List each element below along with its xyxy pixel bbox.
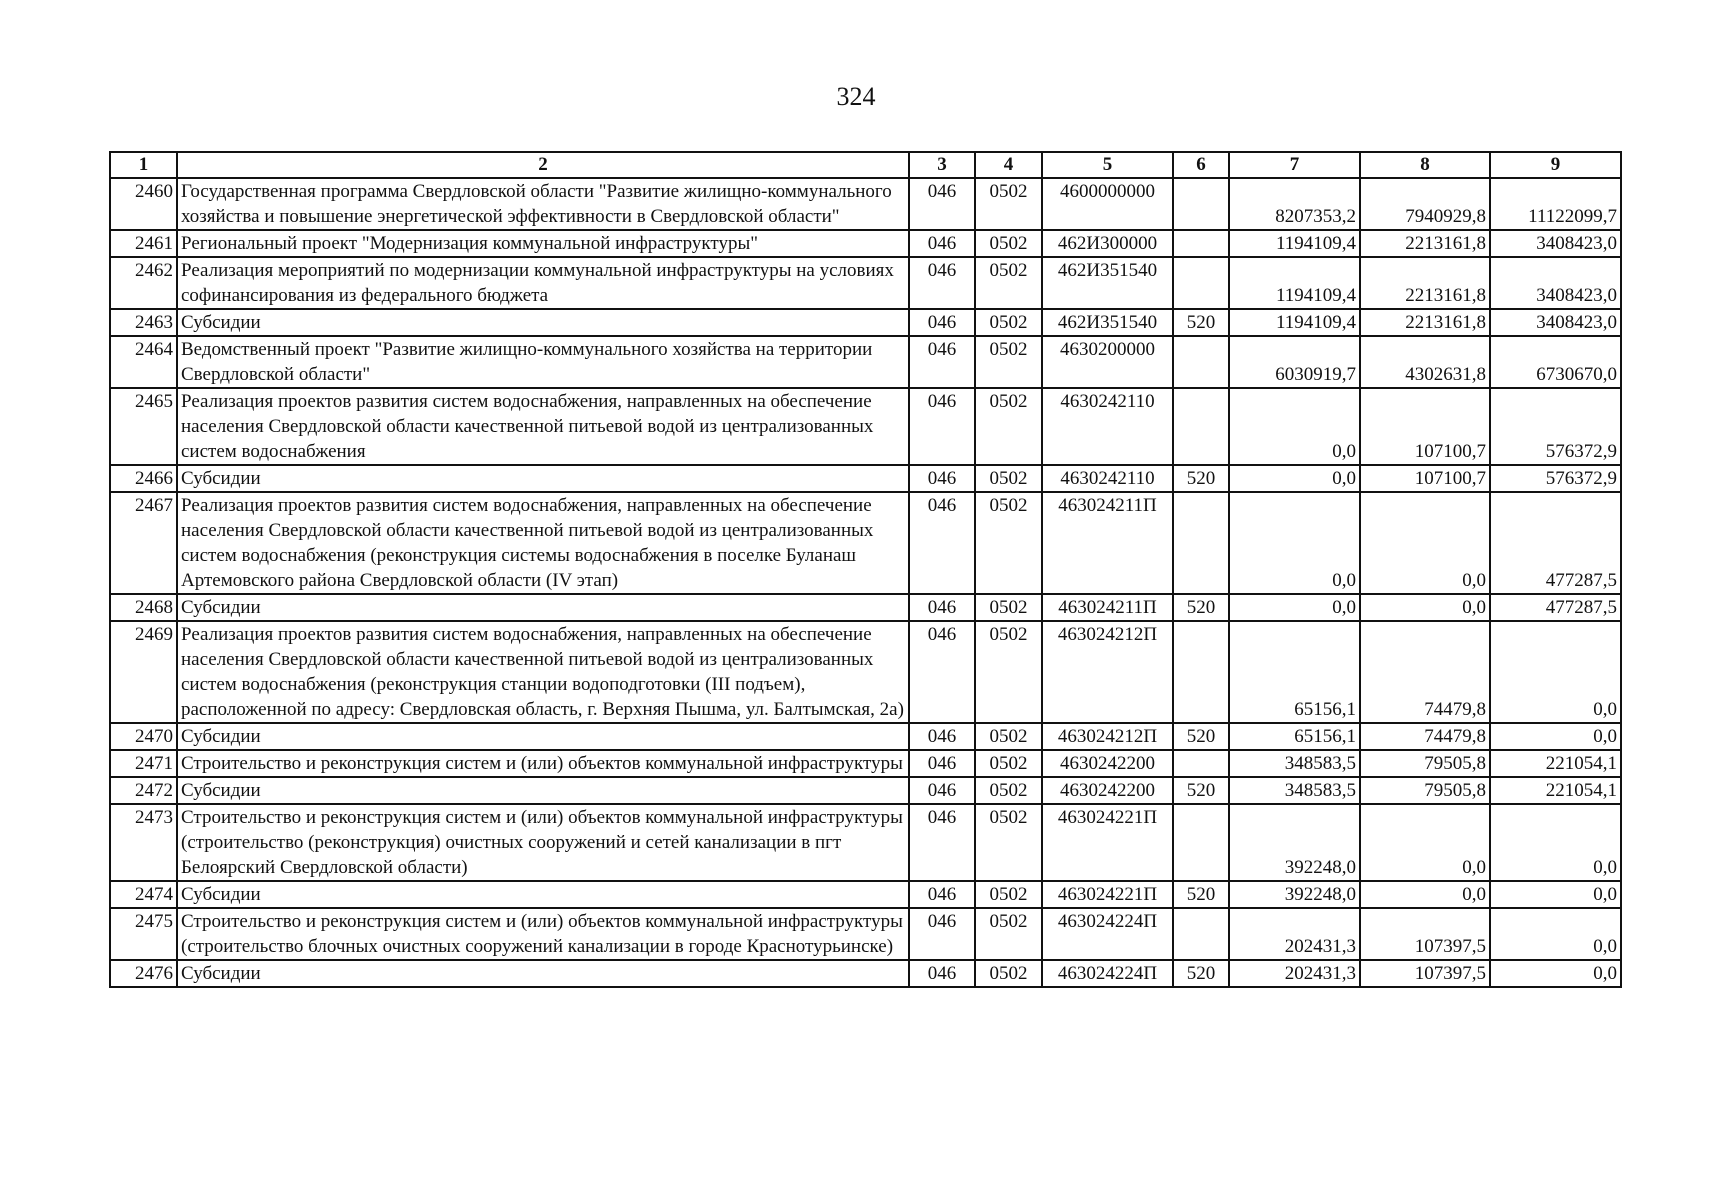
row-code-3: 046: [909, 777, 975, 804]
header-cell: 3: [909, 152, 975, 178]
row-amount-8: 0,0: [1360, 492, 1490, 594]
row-amount-7: 65156,1: [1229, 723, 1360, 750]
row-code-6: 520: [1173, 881, 1229, 908]
row-name: Субсидии: [177, 960, 909, 987]
row-number: 2471: [110, 750, 177, 777]
row-amount-9: 0,0: [1490, 881, 1621, 908]
row-code-3: 046: [909, 723, 975, 750]
row-code-6: 520: [1173, 309, 1229, 336]
row-code-5: 4600000000: [1042, 178, 1173, 230]
row-code-4: 0502: [975, 178, 1042, 230]
row-code-3: 046: [909, 465, 975, 492]
table-row: [110, 465, 1621, 492]
row-amount-9: 221054,1: [1490, 777, 1621, 804]
table-row: [110, 723, 1621, 750]
row-amount-8: 107397,5: [1360, 960, 1490, 987]
row-amount-8: 2213161,8: [1360, 257, 1490, 309]
header-cell: 7: [1229, 152, 1360, 178]
row-name: Реализация мероприятий по модернизации коммунальной инфраструктуры на условиях софинансирования из федерального бюджета: [177, 257, 909, 309]
row-code-3: 046: [909, 178, 975, 230]
row-code-5: 463024221П: [1042, 804, 1173, 881]
row-code-3: 046: [909, 908, 975, 960]
row-name: Строительство и реконструкция систем и (или) объектов коммунальной инфраструктуры: [177, 750, 909, 777]
row-amount-8: 0,0: [1360, 804, 1490, 881]
table-row: [110, 960, 1621, 987]
row-name: Субсидии: [177, 309, 909, 336]
row-code-6: 520: [1173, 723, 1229, 750]
row-code-4: 0502: [975, 960, 1042, 987]
row-code-3: 046: [909, 309, 975, 336]
row-amount-8: 107100,7: [1360, 388, 1490, 465]
row-name: Реализация проектов развития систем водоснабжения, направленных на обеспечение населения Свердловской области качественной питьевой водой из централизованных систем водоснабжения (реконструкция станции водоподготовки (III подъем), расположенной по адресу: Свердловская область, г. Верхняя Пышма, ул. Балтымская, 2а): [177, 621, 909, 723]
table-body: [110, 178, 1621, 987]
row-code-4: 0502: [975, 804, 1042, 881]
row-amount-9: 576372,9: [1490, 465, 1621, 492]
row-code-6: [1173, 257, 1229, 309]
row-code-5: 4630200000: [1042, 336, 1173, 388]
row-amount-9: 3408423,0: [1490, 257, 1621, 309]
table-row: [110, 257, 1621, 309]
row-code-6: [1173, 621, 1229, 723]
row-amount-7: 1194109,4: [1229, 309, 1360, 336]
row-code-6: [1173, 750, 1229, 777]
row-code-3: 046: [909, 492, 975, 594]
row-amount-7: 202431,3: [1229, 908, 1360, 960]
table-row: [110, 777, 1621, 804]
row-amount-9: 3408423,0: [1490, 309, 1621, 336]
row-code-3: 046: [909, 750, 975, 777]
row-number: 2467: [110, 492, 177, 594]
header-cell: 9: [1490, 152, 1621, 178]
row-amount-8: 2213161,8: [1360, 309, 1490, 336]
row-code-6: 520: [1173, 465, 1229, 492]
row-code-5: 463024211П: [1042, 594, 1173, 621]
row-code-5: 462И300000: [1042, 230, 1173, 257]
row-code-4: 0502: [975, 881, 1042, 908]
row-amount-8: 74479,8: [1360, 723, 1490, 750]
row-amount-7: 392248,0: [1229, 804, 1360, 881]
row-amount-8: 2213161,8: [1360, 230, 1490, 257]
row-name: Субсидии: [177, 594, 909, 621]
row-code-4: 0502: [975, 777, 1042, 804]
row-code-5: 463024224П: [1042, 960, 1173, 987]
row-number: 2463: [110, 309, 177, 336]
row-name: Региональный проект "Модернизация коммунальной инфраструктуры": [177, 230, 909, 257]
row-amount-8: 107100,7: [1360, 465, 1490, 492]
row-code-5: 463024221П: [1042, 881, 1173, 908]
row-code-6: 520: [1173, 960, 1229, 987]
row-amount-8: 0,0: [1360, 594, 1490, 621]
row-amount-7: 0,0: [1229, 594, 1360, 621]
table-row: [110, 492, 1621, 594]
row-amount-7: 202431,3: [1229, 960, 1360, 987]
row-amount-8: 7940929,8: [1360, 178, 1490, 230]
row-code-6: [1173, 492, 1229, 594]
row-name: Строительство и реконструкция систем и (или) объектов коммунальной инфраструктуры (строительство блочных очистных сооружений канализации в городе Краснотурьинске): [177, 908, 909, 960]
row-number: 2475: [110, 908, 177, 960]
row-amount-9: 6730670,0: [1490, 336, 1621, 388]
row-amount-9: 0,0: [1490, 804, 1621, 881]
row-code-6: [1173, 230, 1229, 257]
header-cell: 6: [1173, 152, 1229, 178]
row-number: 2470: [110, 723, 177, 750]
row-code-4: 0502: [975, 336, 1042, 388]
row-code-5: 4630242110: [1042, 465, 1173, 492]
header-cell: 2: [177, 152, 909, 178]
row-amount-9: 3408423,0: [1490, 230, 1621, 257]
row-code-4: 0502: [975, 388, 1042, 465]
row-name: Реализация проектов развития систем водоснабжения, направленных на обеспечение населения Свердловской области качественной питьевой водой из централизованных систем водоснабжения: [177, 388, 909, 465]
row-number: 2465: [110, 388, 177, 465]
row-amount-9: 0,0: [1490, 723, 1621, 750]
row-amount-7: 0,0: [1229, 465, 1360, 492]
row-code-4: 0502: [975, 257, 1042, 309]
row-amount-8: 4302631,8: [1360, 336, 1490, 388]
row-code-5: 463024211П: [1042, 492, 1173, 594]
row-code-5: 463024212П: [1042, 621, 1173, 723]
row-number: 2461: [110, 230, 177, 257]
row-code-3: 046: [909, 388, 975, 465]
row-name: Субсидии: [177, 777, 909, 804]
row-amount-7: 65156,1: [1229, 621, 1360, 723]
row-number: 2474: [110, 881, 177, 908]
row-code-3: 046: [909, 594, 975, 621]
row-code-3: 046: [909, 804, 975, 881]
row-amount-7: 0,0: [1229, 492, 1360, 594]
row-amount-7: 8207353,2: [1229, 178, 1360, 230]
budget-table: [109, 151, 1622, 988]
row-code-3: 046: [909, 881, 975, 908]
header-cell: 1: [110, 152, 177, 178]
row-code-5: 463024212П: [1042, 723, 1173, 750]
row-code-4: 0502: [975, 750, 1042, 777]
table-row: [110, 230, 1621, 257]
table-row: [110, 750, 1621, 777]
row-amount-9: 0,0: [1490, 960, 1621, 987]
row-amount-9: 477287,5: [1490, 594, 1621, 621]
row-code-5: 4630242200: [1042, 750, 1173, 777]
table-row: [110, 804, 1621, 881]
row-amount-7: 348583,5: [1229, 750, 1360, 777]
row-amount-8: 0,0: [1360, 881, 1490, 908]
row-number: 2476: [110, 960, 177, 987]
row-amount-7: 6030919,7: [1229, 336, 1360, 388]
row-code-4: 0502: [975, 465, 1042, 492]
table-row: [110, 309, 1621, 336]
row-name: Субсидии: [177, 881, 909, 908]
row-code-6: 520: [1173, 594, 1229, 621]
row-amount-9: 477287,5: [1490, 492, 1621, 594]
row-number: 2464: [110, 336, 177, 388]
row-amount-8: 79505,8: [1360, 777, 1490, 804]
row-amount-7: 348583,5: [1229, 777, 1360, 804]
row-code-3: 046: [909, 960, 975, 987]
table-row: [110, 621, 1621, 723]
row-code-3: 046: [909, 257, 975, 309]
row-amount-8: 107397,5: [1360, 908, 1490, 960]
row-number: 2473: [110, 804, 177, 881]
row-code-5: 463024224П: [1042, 908, 1173, 960]
row-code-3: 046: [909, 621, 975, 723]
row-amount-9: 11122099,7: [1490, 178, 1621, 230]
row-name: Субсидии: [177, 465, 909, 492]
header-cell: 5: [1042, 152, 1173, 178]
row-amount-9: 0,0: [1490, 621, 1621, 723]
row-code-4: 0502: [975, 594, 1042, 621]
row-amount-9: 576372,9: [1490, 388, 1621, 465]
row-code-6: [1173, 388, 1229, 465]
row-amount-9: 221054,1: [1490, 750, 1621, 777]
row-code-4: 0502: [975, 908, 1042, 960]
row-number: 2460: [110, 178, 177, 230]
row-code-4: 0502: [975, 723, 1042, 750]
table-row: [110, 908, 1621, 960]
row-code-3: 046: [909, 336, 975, 388]
header-cell: 8: [1360, 152, 1490, 178]
row-number: 2472: [110, 777, 177, 804]
row-code-5: 4630242200: [1042, 777, 1173, 804]
row-code-6: [1173, 336, 1229, 388]
row-code-6: [1173, 804, 1229, 881]
row-code-5: 462И351540: [1042, 257, 1173, 309]
header-row: [110, 152, 1621, 178]
row-amount-8: 74479,8: [1360, 621, 1490, 723]
row-code-4: 0502: [975, 621, 1042, 723]
row-name: Субсидии: [177, 723, 909, 750]
row-name: Государственная программа Свердловской области "Развитие жилищно-коммунального хозяйства и повышение энергетической эффективности в Свердловской области": [177, 178, 909, 230]
row-name: Ведомственный проект "Развитие жилищно-коммунального хозяйства на территории Свердловской области": [177, 336, 909, 388]
row-code-6: [1173, 908, 1229, 960]
page-number: 324: [836, 82, 876, 111]
row-amount-7: 392248,0: [1229, 881, 1360, 908]
row-code-6: [1173, 178, 1229, 230]
row-code-5: 462И351540: [1042, 309, 1173, 336]
row-code-4: 0502: [975, 309, 1042, 336]
header-cell: 4: [975, 152, 1042, 178]
table-row: [110, 881, 1621, 908]
table-row: [110, 336, 1621, 388]
row-number: 2469: [110, 621, 177, 723]
row-amount-7: 0,0: [1229, 388, 1360, 465]
row-number: 2462: [110, 257, 177, 309]
row-number: 2466: [110, 465, 177, 492]
row-amount-8: 79505,8: [1360, 750, 1490, 777]
row-code-5: 4630242110: [1042, 388, 1173, 465]
row-code-4: 0502: [975, 492, 1042, 594]
row-amount-9: 0,0: [1490, 908, 1621, 960]
row-amount-7: 1194109,4: [1229, 230, 1360, 257]
row-name: Строительство и реконструкция систем и (или) объектов коммунальной инфраструктуры (строительство (реконструкция) очистных сооружений и сетей канализации в пгт Белоярский Свердловской области): [177, 804, 909, 881]
row-code-4: 0502: [975, 230, 1042, 257]
row-code-6: 520: [1173, 777, 1229, 804]
table-row: [110, 594, 1621, 621]
table-row: [110, 178, 1621, 230]
row-code-3: 046: [909, 230, 975, 257]
row-amount-7: 1194109,4: [1229, 257, 1360, 309]
row-number: 2468: [110, 594, 177, 621]
table-row: [110, 388, 1621, 465]
row-name: Реализация проектов развития систем водоснабжения, направленных на обеспечение населения Свердловской области качественной питьевой водой из централизованных систем водоснабжения (реконструкция системы водоснабжения в поселке Буланаш Артемовского района Свердловской области (IV этап): [177, 492, 909, 594]
